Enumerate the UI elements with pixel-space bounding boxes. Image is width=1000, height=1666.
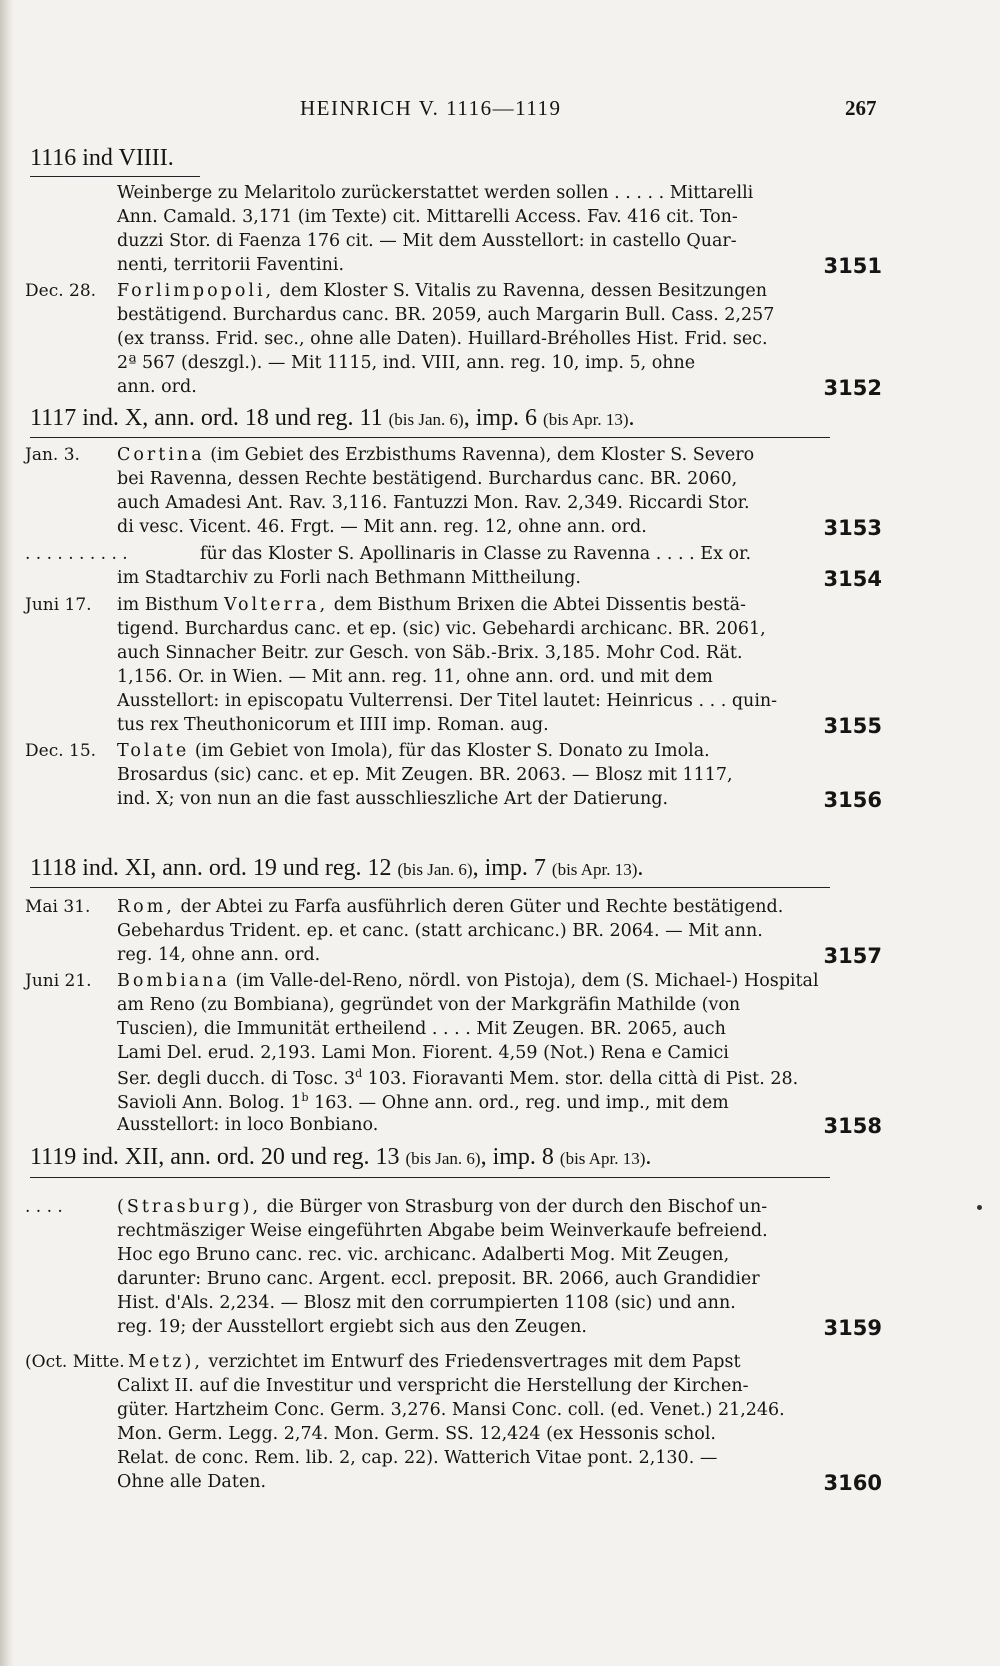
entry-number: 3153 <box>823 516 882 540</box>
entry-date: (Oct. Mitte. <box>25 1352 125 1372</box>
entry-date: Juni 21. <box>25 971 92 991</box>
entry-line: auch Amadesi Ant. Rav. 3,116. Fantuzzi Mon. Rav. 2,349. Riccardi Stor. <box>117 493 750 513</box>
heading-rule <box>30 887 830 888</box>
entry-date: Jan. 3. <box>25 445 80 465</box>
entry-line: (ex transs. Frid. sec., ohne alle Daten). Huillard-Bréholles Hist. Frid. sec. <box>117 329 768 349</box>
heading-rule <box>30 437 830 438</box>
entry-line: Hist. d'Als. 2,234. — Blosz mit den corrumpierten 1108 (sic) und ann. <box>117 1293 736 1313</box>
entry-first-line: im Bisthum Volterra, dem Bisthum Brixen die Abtei Dissentis bestä- <box>117 595 746 615</box>
entry-number: 3160 <box>823 1471 882 1495</box>
entry-line: 2ª 567 (deszgl.). — Mit 1115, ind. VIII, ann. reg. 10, imp. 5, ohne <box>117 353 696 373</box>
entry-line: ann. ord. <box>117 377 197 397</box>
entry-line: Gebehardus Trident. ep. et canc. (statt archicanc.) BR. 2064. — Mit ann. <box>117 921 763 941</box>
entry-number: 3154 <box>823 567 882 591</box>
entry-number: 3157 <box>823 944 882 968</box>
entry-line: Weinberge zu Melaritolo zurückerstattet werden sollen . . . . . Mittarelli <box>117 183 754 203</box>
entry-line: reg. 19; der Ausstellort ergiebt sich aus den Zeugen. <box>117 1317 587 1337</box>
entry-line: duzzi Stor. di Faenza 176 cit. — Mit dem Ausstellort: in castello Quar- <box>117 231 737 251</box>
entry-line: Savioli Ann. Bolog. 1$^b$ 163. — Ohne ann. ord., reg. und imp., mit dem <box>117 1091 729 1113</box>
entry-line: bei Ravenna, dessen Rechte bestätigend. Burchardus canc. BR. 2060, <box>117 469 738 489</box>
entry-date: Mai 31. <box>25 897 91 917</box>
place-name: Forlimpopoli, <box>117 281 275 301</box>
entry-line: tigend. Burchardus canc. et ep. (sic) vic. Gebehardi archicanc. BR. 2061, <box>117 619 766 639</box>
entry-line: nenti, territorii Faventini. <box>117 255 345 275</box>
year-heading-1119: 1119 ind. XII, ann. ord. 20 und reg. 13 (bis Jan. 6), imp. 8 (bis Apr. 13). <box>30 1144 652 1170</box>
entry-number: 3158 <box>823 1114 882 1138</box>
entry-line: güter. Hartzheim Conc. Germ. 3,276. Mansi Conc. coll. (ed. Venet.) 21,246. <box>117 1400 785 1420</box>
entry-number: 3152 <box>823 376 882 400</box>
heading-rule <box>30 176 200 177</box>
entry-first-line: Metz), verzichtet im Entwurf des Friedensvertrages mit dem Papst <box>128 1352 741 1372</box>
entry-first-line: Forlimpopoli, dem Kloster S. Vitalis zu Ravenna, dessen Besitzungen <box>117 281 768 301</box>
entry-line: Ausstellort: in episcopatu Vulterrensi. Der Titel lautet: Heinricus . . . quin- <box>117 691 778 711</box>
year-heading-1118: 1118 ind. XI, ann. ord. 19 und reg. 12 (bis Jan. 6), imp. 7 (bis Apr. 13). <box>30 855 644 881</box>
place-name: Cortina <box>117 445 205 465</box>
place-name: Bombiana <box>117 971 230 991</box>
entry-line: Lami Del. erud. 2,193. Lami Mon. Fiorent. 4,59 (Not.) Rena e Camici <box>117 1043 729 1063</box>
entry-date: Juni 17. <box>25 595 92 615</box>
entry-number: 3156 <box>823 788 882 812</box>
entry-date: . . . . . . . . . . <box>25 544 128 564</box>
entry-number: 3159 <box>823 1316 882 1340</box>
entry-number: 3155 <box>823 714 882 738</box>
entry-line: Brosardus (sic) canc. et ep. Mit Zeugen. BR. 2063. — Blosz mit 1117, <box>117 765 733 785</box>
entry-line: am Reno (zu Bombiana), gegründet von der Markgräfin Mathilde (von <box>117 995 741 1015</box>
margin-mark <box>977 1205 982 1210</box>
entry-date: Dec. 15. <box>25 741 97 761</box>
entry-first-line: Cortina (im Gebiet des Erzbisthums Ravenna), dem Kloster S. Severo <box>117 445 755 465</box>
entry-line: Ohne alle Daten. <box>117 1472 267 1492</box>
entry-line: Relat. de conc. Rem. lib. 2, cap. 22). Watterich Vitae pont. 2,130. — <box>117 1448 718 1468</box>
entry-line: Hoc ego Bruno canc. rec. vic. archicanc. Adalberti Mog. Mit Zeugen, <box>117 1245 730 1265</box>
entry-date: . . . . <box>25 1197 63 1217</box>
page-number: 267 <box>845 96 877 120</box>
entry-line: Tuscien), die Immunität ertheilend . . . . Mit Zeugen. BR. 2065, auch <box>117 1019 726 1039</box>
entry-line: Ser. degli ducch. di Tosc. 3$^d$ 103. Fioravanti Mem. stor. della città di Pist. 28. <box>117 1067 799 1089</box>
entry-line: Ausstellort: in loco Bonbiano. <box>117 1115 379 1135</box>
entry-line: di vesc. Vicent. 46. Frgt. — Mit ann. reg. 12, ohne ann. ord. <box>117 517 647 537</box>
entry-line: Ann. Camald. 3,171 (im Texte) cit. Mittarelli Access. Fav. 416 cit. Ton- <box>117 207 738 227</box>
entry-line: reg. 14, ohne ann. ord. <box>117 945 321 965</box>
entry-line: ind. X; von nun an die fast ausschlieszliche Art der Datierung. <box>117 789 669 809</box>
entry-number: 3151 <box>823 254 882 278</box>
entry-line: rechtmäsziger Weise eingeführten Abgabe beim Weinverkaufe befreiend. <box>117 1221 768 1241</box>
entry-first-line: (Strasburg), die Bürger von Strasburg von der durch den Bischof un- <box>117 1197 768 1217</box>
entry-line: Calixt II. auf die Investitur und verspricht die Herstellung der Kirchen- <box>117 1376 749 1396</box>
entry-first-line: Rom, der Abtei zu Farfa ausführlich deren Güter und Rechte bestätigend. <box>117 897 784 917</box>
place-name: Rom, <box>117 897 175 917</box>
entry-line: 1,156. Or. in Wien. — Mit ann. reg. 11, ohne ann. ord. und mit dem <box>117 667 713 687</box>
entry-first-line: für das Kloster S. Apollinaris in Classe zu Ravenna . . . . Ex or. <box>200 544 752 564</box>
entry-line: darunter: Bruno canc. Argent. eccl. preposit. BR. 2066, auch Grandidier <box>117 1269 760 1289</box>
place-name: Metz), <box>128 1352 203 1372</box>
entry-first-line: Bombiana (im Valle-del-Reno, nördl. von Pistoja), dem (S. Michael-) Hospital <box>117 971 819 991</box>
heading-rule <box>30 1177 830 1178</box>
place-name: Tolate <box>117 741 190 761</box>
entry-line: tus rex Theuthonicorum et IIII imp. Roman. aug. <box>117 715 549 735</box>
entry-line: im Stadtarchiv zu Forli nach Bethmann Mittheilung. <box>117 568 581 588</box>
entry-line: auch Sinnacher Beitr. zur Gesch. von Säb.-Brix. 3,185. Mohr Cod. Rät. <box>117 643 743 663</box>
entry-line: bestätigend. Burchardus canc. BR. 2059, auch Margarin Bull. Cass. 2,257 <box>117 305 775 325</box>
place-name: (Strasburg), <box>117 1197 262 1217</box>
entry-line: Mon. Germ. Legg. 2,74. Mon. Germ. SS. 12,424 (ex Hessonis schol. <box>117 1424 716 1444</box>
place-name: Volterra, <box>223 595 329 615</box>
year-heading-1117: 1117 ind. X, ann. ord. 18 und reg. 11 (bis Jan. 6), imp. 6 (bis Apr. 13). <box>30 405 635 431</box>
entry-first-line: Tolate (im Gebiet von Imola), für das Kloster S. Donato zu Imola. <box>117 741 710 761</box>
entry-date: Dec. 28. <box>25 281 97 301</box>
running-head: HEINRICH V. 1116—1119 <box>300 96 562 120</box>
year-heading-1116: 1116 ind VIIII. <box>30 145 174 171</box>
